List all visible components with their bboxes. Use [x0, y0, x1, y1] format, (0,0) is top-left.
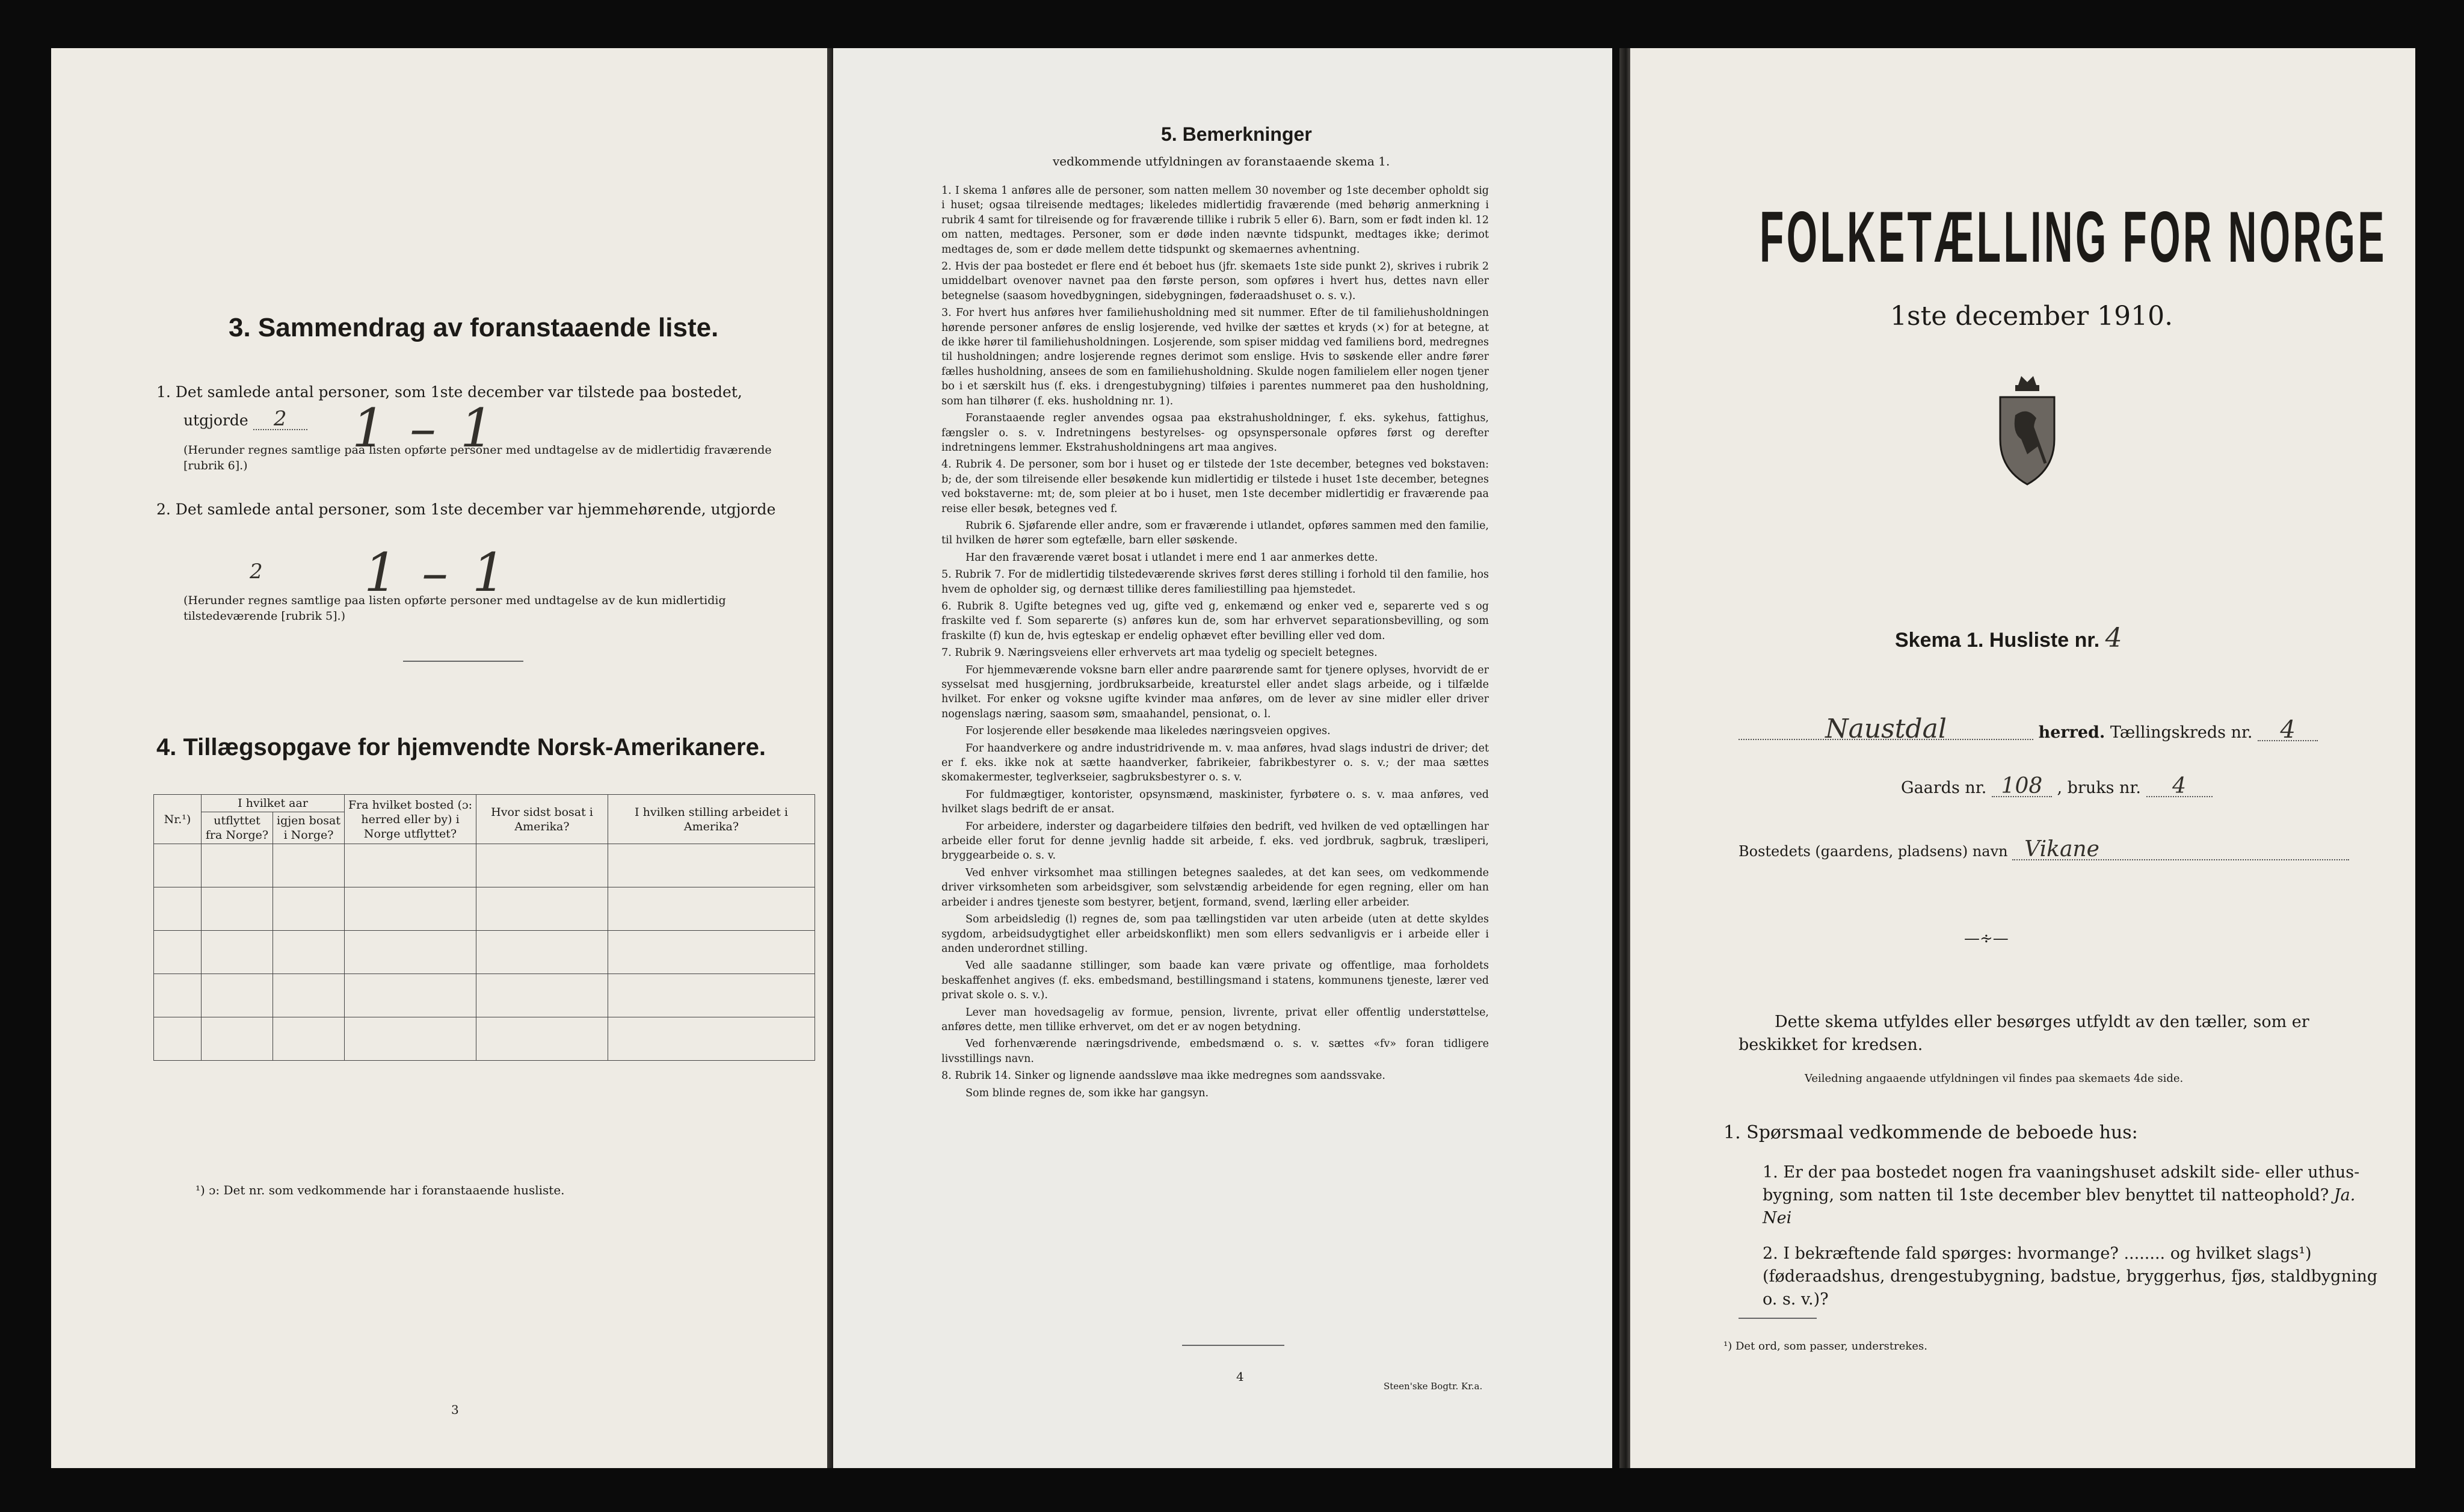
right-page: [1630, 48, 2415, 1468]
remark-paragraph: Som blinde regnes de, som ikke har gangsyn.: [966, 1087, 1209, 1099]
husliste-nr: 4: [2105, 623, 2122, 653]
col-stilling: I hvilken stilling arbeidet i Amerika?: [608, 795, 815, 844]
remark-paragraph: For losjerende eller besøkende maa likeledes næringsveien opgives.: [966, 725, 1331, 738]
remark-paragraph: For hjemmeværende voksne barn eller andre paarørende samt for tjenere oplyses, hvorvidt de er sysselsat med husgjerning, jordbruksarbeide, kreaturstel eller andet slags arbeide, og i tilfælde hvilket. For enker og voksne ugifte kvinder maa anføres, om de lever av sine midler eller driver nogenslags næring, saasom søm, smaahandel, pensionat, o. l.: [941, 664, 1489, 720]
remark-paragraph: Rubrik 6. Sjøfarende eller andre, som er fraværende i utlandet, opføres sammen med den familie, til hvilken de hører som egtefælle, barn eller søskende.: [941, 519, 1489, 547]
remark-paragraph: Ved enhver virksomhet maa stillingen betegnes saaledes, at det kan sees, om vedkommende driver virksomheten som arbeidsgiver, som selvstændig arbeidende for egen regning, eller om han arbeider i andres tjeneste som bestyrer, betjent, formand, svend, lærling eller arbeider.: [941, 866, 1489, 909]
remark-paragraph: 5. Rubrik 7. For de midlertidig tilstedeværende skrives først deres stilling i forhold til den familie, hos hvem de opholder sig, og dernæst tillike deres familiestilling paa hjemstedet.: [941, 569, 1489, 596]
divider: [403, 661, 523, 662]
ornament-icon: —∻—: [1964, 930, 2009, 948]
col-igjen: igjen bosat i Norge?: [273, 812, 345, 844]
summary-q1-value: 2: [253, 409, 307, 430]
gaards-label: Gaards nr.: [1901, 779, 1987, 797]
bosted-label: Bostedets (gaardens, pladsens) navn: [1739, 843, 2008, 860]
summary-q2-tally: 1 – 1: [364, 542, 510, 603]
table-row: [154, 974, 815, 1017]
printer-imprint: Steen'ske Bogtr. Kr.a.: [1384, 1381, 1483, 1392]
remark-paragraph: Ved forhenværende næringsdrivende, embedsmænd o. s. v. sættes «fv» foran tidligere livsstillings navn.: [941, 1038, 1489, 1065]
herred-value: Naustdal: [1739, 719, 2033, 740]
page-number: 3: [451, 1402, 459, 1417]
remark-paragraph: 7. Rubrik 9. Næringsveiens eller erhvervets art maa tydelig og specielt betegnes.: [941, 647, 1378, 659]
norsk-amerikaner-table: [153, 794, 815, 1061]
bruks-value: 4: [2146, 776, 2213, 797]
remark-paragraph: Ved alle saadanne stillinger, som baade kan være private og offentlige, maa forholdets beskaffenhet angives (f. eks. embedsmand, bestillingsmand i statens, kommunens tjeneste, lærer ved privat skole o. s. v.).: [941, 960, 1489, 1002]
instruction-text: Dette skema utfyldes eller besørges utfyldt av den tæller, som er beskikket for kredsen.: [1739, 1013, 2309, 1054]
left-page: [51, 48, 827, 1468]
remark-paragraph: For fuldmægtiger, kontorister, opsynsmænd, maskinister, fyrbøtere o. s. v. maa anføres, ved hvilket slags bedrift de er ansat.: [941, 788, 1489, 816]
herred-line: [1739, 714, 2400, 744]
kreds-value: 4: [2258, 720, 2318, 741]
guidance-text: Veiledning angaaende utfyldningen vil findes paa skemaets 4de side.: [1805, 1072, 2184, 1085]
q1-1-text: [1763, 1161, 2382, 1230]
gaards-line: [1901, 776, 2213, 798]
col-fra-bosted: Fra hvilket bosted (ɔ: herred eller by) i Norge utflyttet?: [345, 795, 476, 844]
summary-q1-tally: 1 – 1: [352, 397, 497, 459]
summary-q1-text: 1. Det samlede antal personer, som 1ste december var tilstede paa bostedet,: [156, 383, 742, 401]
census-date: 1ste december 1910.: [1890, 301, 2173, 332]
bosted-value: Vikane: [2012, 839, 2349, 860]
table-row: [154, 931, 815, 974]
remark-paragraph: 8. Rubrik 14. Sinker og lignende aandssløve maa ikke medregnes som aandssvake.: [941, 1070, 1385, 1082]
kreds-label: Tællingskreds nr.: [2110, 723, 2253, 742]
q1-1-question: 1. Er der paa bostedet nogen fra vaaningshuset adskilt side- eller uthus-bygning, som natten til 1ste december blev benyttet til natteophold?: [1763, 1163, 2360, 1205]
remarks-text: [941, 184, 1489, 1103]
remark-paragraph: 4. Rubrik 4. De personer, som bor i huset og er tilstede der 1ste december, betegnes ved bokstaven: b; de, der som tilreisende eller besøkende kun midlertidig er tilstede i huset 1ste december, betegnes ved bokstaverne: mt; de, som pleier at bo i huset, men 1ste december midlertidig er fraværende paa reise eller besøk, betegnes ved f.: [941, 458, 1489, 515]
skema-label-text: Skema 1. Husliste nr.: [1895, 629, 2100, 652]
col-utflyttet: utflyttet fra Norge?: [202, 812, 273, 844]
remark-paragraph: Som arbeidsledig (l) regnes de, som paa tællingstiden var uten arbeide (uten at dette skyldes sygdom, arbeidsudygtighet eller arbeidskonflikt) men som ellers sedvanligvis er i arbeide eller i anden underordnet stilling.: [941, 913, 1489, 955]
herred-label: herred.: [2038, 723, 2105, 742]
remark-paragraph: 3. For hvert hus anføres hver familiehusholdning med sit nummer. Efter de til familiehusholdningen hørende personer anføres de enslig losjerende, ved hvilke der sættes et kryds (×) for at betegne, at de ikke hører til familiehusholdningen. Losjerende, som spiser middag ved familiens bord, medregnes til husholdningen; andre losjerende regnes derimot som enslige. Hvis to søskende eller andre fører fælles husholdning, ansees de som en familiehusholdning. Skulde nogen familielem eller nogen tjener bo i et særskilt hus (f. eks. i drengestubygning) tilføies i parentes nummeret paa den husholdning, som han tilhører (f. eks. husholdning nr. 1).: [941, 307, 1489, 407]
remark-paragraph: For arbeidere, inderster og dagarbeidere tilføies den bedrift, ved hvilken de ved optællingen har arbeide eller forut for denne jevnlig hadde sit arbeide, f. eks. ved jordbruk, sagbruk, træsliperi, bryggearbeide o. s. v.: [941, 820, 1489, 862]
col-nr: Nr.¹): [154, 795, 202, 844]
q1-1-answer: Ja. Nei: [1763, 1186, 2356, 1227]
skema-label: [1895, 623, 2122, 653]
remark-paragraph: Lever man hovedsagelig av formue, pension, livrente, privat eller offentlig understøttelse, anføres dette, men tillike erhvervet, om det er av nogen betydning.: [941, 1006, 1489, 1033]
gaards-value: 108: [1992, 776, 2052, 797]
summary-q2-text: 2. Det samlede antal personer, som 1ste december var hjemmehørende, utgjorde: [156, 501, 776, 518]
remark-paragraph: For haandverkere og andre industridrivende m. v. maa anføres, hvad slags industri de driver; det er f. eks. ikke nok at sætte haandverker, fabrikeier, fabrikbestyrer o. s. v.; der maa sættes skomakermester, teglverkseier, sagbruksbestyrer o. s. v.: [941, 742, 1489, 784]
page-number: 4: [1236, 1369, 1244, 1384]
utgjorde-label: utgjorde: [183, 412, 248, 429]
bruks-label: , bruks nr.: [2057, 779, 2141, 797]
remark-paragraph: Har den fraværende været bosat i utlandet i mere end 1 aar anmerkes dette.: [966, 551, 1378, 564]
summary-q2-note: (Herunder regnes samtlige paa listen opførte personer med undtagelse av de kun midlertidig tilstedeværende [rubrik 5].): [183, 594, 726, 623]
divider: [1182, 1345, 1284, 1346]
summary-q1-utgjorde: [183, 409, 307, 430]
remark-paragraph: 6. Rubrik 8. Ugifte betegnes ved ug, gifte ved g, enkemænd og enker ved e, separerte ved s og fraskilte ved f. Som separerte (s) anføres kun de, som har erhvervet separationsbevilling, og som fraskilte (f) kun de, hvis egteskap er endelig ophævet efter bevilling eller ved dom.: [941, 600, 1489, 642]
divider: [1739, 1318, 1817, 1319]
remarks-subtitle: vedkommende utfyldningen av foranstaaende skema 1.: [1053, 154, 1390, 168]
summary-q2-value: 2: [250, 560, 263, 584]
summary-q1-note: (Herunder regnes samtlige paa listen opførte personer med undtagelse av de midlertidig fraværende [rubrik 6].): [183, 443, 772, 472]
col-group-aar: I hvilket aar: [202, 795, 345, 812]
table-row: [154, 1017, 815, 1061]
col-sidst-bosat: Hvor sidst bosat i Amerika?: [476, 795, 608, 844]
footnote: ¹) Det ord, som passer, understrekes.: [1723, 1340, 1927, 1353]
section4-title: 4. Tillægsopgave for hjemvendte Norsk-Amerikanere.: [156, 734, 766, 761]
remark-paragraph: Foranstaaende regler anvendes ogsaa paa ekstrahusholdninger, f. eks. sykehus, fattighus, fængsler o. s. v. Indretningens bestyrelses- og opsynspersonale opføres først og derefter indretningens lemmer. Ekstrahusholdningens art maa angives.: [941, 412, 1489, 454]
bosted-line: [1739, 839, 2349, 862]
q1-title: 1. Spørsmaal vedkommende de beboede hus:: [1723, 1122, 2138, 1143]
table-row: [154, 887, 815, 931]
main-title: FOLKETÆLLING FOR NORGE: [1760, 197, 2387, 277]
section3-title: 3. Sammendrag av foranstaaende liste.: [229, 313, 719, 342]
table-row: [154, 844, 815, 887]
remark-paragraph: 1. I skema 1 anføres alle de personer, som natten mellem 30 november og 1ste december opholdt sig i huset; ogsaa tilreisende medtages; likeledes midlertidig fraværende (med behørig anmerkning i rubrik 4 samt for tilreisende og for fraværende tillike i rubrik 5 eller 6). Barn, som er født inden kl. 12 om natten, medtages. Personer, som er døde inden nævnte tidspunkt, medtages ikke; derimot medtages de, som er døde mellem dette tidspunkt og skemaernes avhentning.: [941, 185, 1489, 256]
coat-of-arms-icon: [1994, 373, 2060, 487]
remarks-title: 5. Bemerkninger: [1161, 123, 1312, 145]
middle-page: [833, 48, 1612, 1468]
table-footnote: ¹) ɔ: Det nr. som vedkommende har i foranstaaende husliste.: [196, 1183, 565, 1197]
q1-2-text: 2. I bekræftende fald spørges: hvormange? ........ og hvilket slags¹) (føderaadshus, drengestubygning, badstue, bryggerhus, fjøs, staldbygning o. s. v.)?: [1763, 1244, 2378, 1309]
remark-paragraph: 2. Hvis der paa bostedet er flere end ét beboet hus (jfr. skemaets 1ste side punkt 2), skrives i rubrik 2 umiddelbart ovenover navnet paa den første person, som opføres i hvert hus, dettes navn eller betegnelse (saasom hovedbygningen, sidebygningen, føderaadshuset o. s. v.).: [941, 261, 1489, 302]
page-fold: [1619, 48, 1630, 1468]
